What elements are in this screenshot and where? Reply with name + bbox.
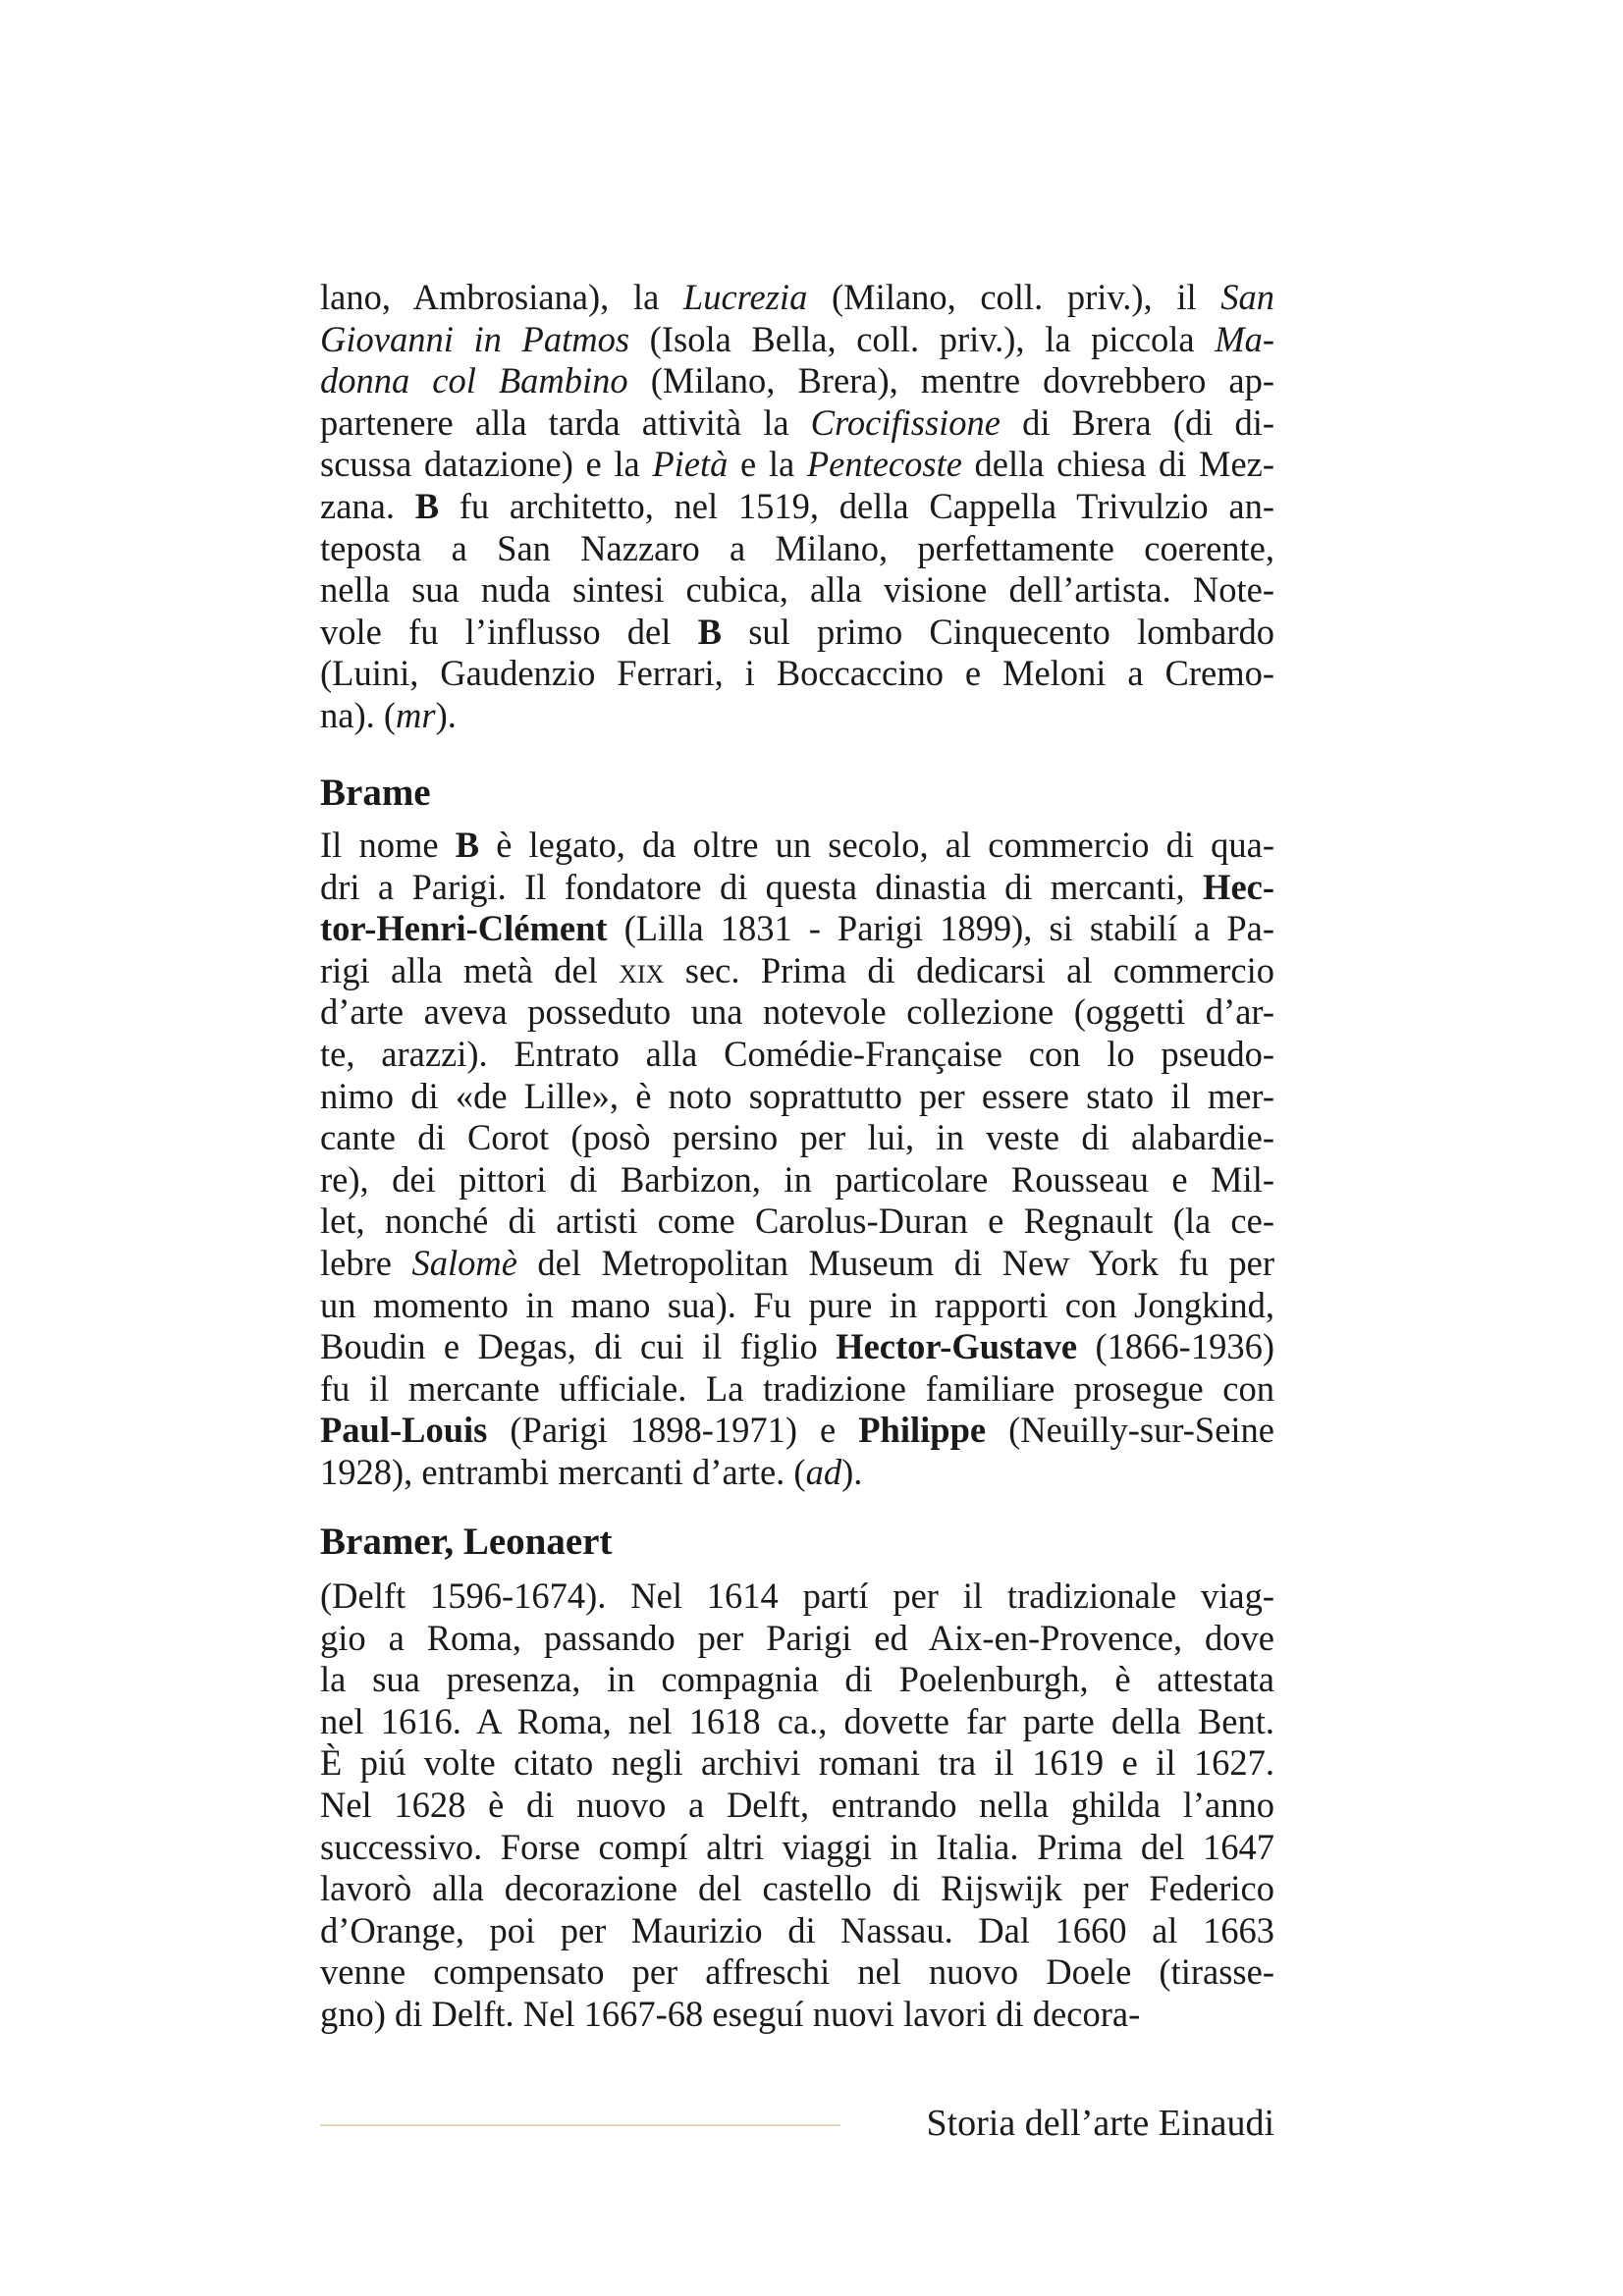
text-run: Pentecoste xyxy=(806,444,962,485)
text-run: tor-Henri-Clément xyxy=(320,908,608,949)
text-line xyxy=(320,1326,1274,1368)
text-run: let, nonché di artisti come Carolus-Duran e Regnault (la ce- xyxy=(320,1201,1274,1242)
text-run: è legato, da oltre un secolo, al commercio di qua- xyxy=(479,825,1275,865)
text-run: Ma- xyxy=(1215,318,1275,359)
text-run: (Parigi 1898-1971) e xyxy=(487,1410,859,1451)
text-line xyxy=(320,277,1274,319)
text-line xyxy=(320,1410,1274,1452)
text-run: vole fu l’influsso del xyxy=(320,611,698,652)
text-run: Nel 1628 è di nuovo a Delft, entrando nella ghilda l’anno xyxy=(320,1784,1274,1825)
text-line xyxy=(320,1159,1274,1201)
text-run: (Lilla 1831 - Parigi 1899), si stabilí a Pa- xyxy=(607,908,1274,949)
text-run: sec. Prima di dedicarsi al commercio xyxy=(664,949,1274,990)
text-run: Crocifissione xyxy=(810,401,1001,443)
text-line xyxy=(320,867,1274,909)
text-run: 1928), entrambi mercanti d’arte. ( xyxy=(320,1451,806,1492)
text-run: Hec- xyxy=(1203,866,1274,907)
text-run: fu architetto, nel 1519, della Cappella Trivulzio an- xyxy=(439,485,1274,526)
text-run: venne compensato per affreschi nel nuovo Doele (tirasse- xyxy=(320,1951,1274,1993)
text-run: (Luini, Gaudenzio Ferrari, i Boccaccino e Meloni a Cremo- xyxy=(320,653,1274,694)
text-run: Philippe xyxy=(858,1410,987,1451)
text-line xyxy=(320,360,1274,402)
text-run: del Metropolitan Museum di New York fu per xyxy=(516,1242,1274,1283)
text-run: (Milano, Brera), mentre dovrebbero ap- xyxy=(627,360,1274,401)
text-run: Hector-Gustave xyxy=(836,1326,1078,1367)
text-run: lano, Ambrosiana), la xyxy=(320,277,683,317)
text-run: dri a Parigi. Il fondatore di questa dinastia di mercanti, xyxy=(320,866,1204,907)
text-line xyxy=(320,653,1274,695)
text-run: un momento in mano sua). Fu pure in rapporti con Jongkind, xyxy=(320,1284,1274,1325)
text-line xyxy=(320,1827,1274,1869)
text-line xyxy=(320,1659,1274,1701)
text-run: Giovanni in Patmos xyxy=(320,318,630,359)
text-run: B xyxy=(414,485,440,526)
text-run: ). xyxy=(841,1451,863,1492)
entry-heading-bramer: Bramer, Leonaert xyxy=(320,1521,613,1563)
text-run: (Milano, coll. priv.), il xyxy=(807,277,1221,317)
text-run: cante di Corot (posò persino per lui, in veste di alabardie- xyxy=(320,1117,1274,1158)
text-run: È piú volte citato negli archivi romani tra il 1619 e il 1627. xyxy=(320,1742,1274,1784)
text-run: xix xyxy=(619,949,665,990)
text-line xyxy=(320,1076,1274,1118)
text-line xyxy=(320,1368,1274,1411)
text-run: teposta a San Nazzaro a Milano, perfettamente coerente, xyxy=(320,527,1274,568)
text-line xyxy=(320,1910,1274,1952)
text-run: donna col Bambino xyxy=(320,360,628,401)
text-line xyxy=(320,825,1274,867)
text-line xyxy=(320,402,1274,445)
text-run: d’Orange, poi per Maurizio di Nassau. Dal 1660 al 1663 xyxy=(320,1909,1274,1950)
text-line xyxy=(320,528,1274,570)
text-run: nimo di «de Lille», è noto soprattutto per essere stato il mer- xyxy=(320,1075,1274,1116)
text-run: re), dei pittori di Barbizon, in particolare Rousseau e Mil- xyxy=(320,1158,1274,1200)
text-line xyxy=(320,1868,1274,1910)
text-line xyxy=(320,1701,1274,1743)
text-line xyxy=(320,1285,1274,1327)
text-run: nella sua nuda sintesi cubica, alla visione dell’artista. Note- xyxy=(320,569,1274,611)
text-line xyxy=(320,1994,1274,2036)
text-run: gno) di Delft. Nel 1667-68 eseguí nuovi lavori di decora- xyxy=(320,1993,1141,2034)
text-run: B xyxy=(697,611,722,652)
text-run: (Neuilly-sur-Seine xyxy=(986,1410,1274,1451)
text-line xyxy=(320,908,1274,950)
text-run: partenere alla tarda attività la xyxy=(320,401,811,443)
text-run: e la xyxy=(728,444,807,485)
text-run: Lucrezia xyxy=(682,277,808,317)
text-run: sul primo Cinquecento lombardo xyxy=(721,611,1274,652)
text-line xyxy=(320,1951,1274,1994)
footer-rule xyxy=(320,2124,840,2126)
text-run: te, arazzi). Entrato alla Comédie-Française con lo pseudo- xyxy=(320,1033,1274,1074)
text-run: B xyxy=(455,825,480,865)
text-run: gio a Roma, passando per Parigi ed Aix-en-Provence, dove xyxy=(320,1617,1274,1658)
text-line xyxy=(320,444,1274,486)
text-run: na). ( xyxy=(320,694,397,735)
footer-title: Storia dell’arte Einaudi xyxy=(926,2103,1274,2144)
text-run: (1866-1936) xyxy=(1077,1326,1274,1367)
text-run: San xyxy=(1220,277,1274,317)
text-line xyxy=(320,486,1274,528)
text-line xyxy=(320,1785,1274,1827)
text-run: della chiesa di Mez- xyxy=(961,444,1274,485)
text-run: d’arte aveva posseduto una notevole collezione (oggetti d’ar- xyxy=(320,991,1274,1033)
text-line xyxy=(320,1575,1274,1618)
text-line xyxy=(320,319,1274,361)
text-run: fu il mercante ufficiale. La tradizione familiare prosegue con xyxy=(320,1367,1274,1409)
text-line xyxy=(320,1034,1274,1076)
entry-body-bramer xyxy=(320,1575,1274,2036)
text-line xyxy=(320,1201,1274,1243)
text-run: Pietà xyxy=(652,444,729,485)
text-run: Il nome xyxy=(320,825,456,865)
text-run: la sua presenza, in compagnia di Poelenburgh, è attestata xyxy=(320,1659,1274,1700)
text-run: (Isola Bella, coll. priv.), la piccola xyxy=(629,318,1216,359)
text-line xyxy=(320,950,1274,992)
text-run: lavorò alla decorazione del castello di Rijswijk per Federico xyxy=(320,1868,1274,1909)
entry-body-brame xyxy=(320,825,1274,1494)
text-run: zana. xyxy=(320,485,415,526)
text-line xyxy=(320,1117,1274,1159)
intro-paragraph xyxy=(320,277,1274,737)
text-run: (Delft 1596-1674). Nel 1614 partí per il tradizionale viag- xyxy=(320,1575,1274,1616)
text-line xyxy=(320,1618,1274,1660)
text-run: scussa datazione) e la xyxy=(320,444,653,485)
text-run: nel 1616. A Roma, nel 1618 ca., dovette far parte della Bent. xyxy=(320,1700,1274,1741)
text-line xyxy=(320,1742,1274,1785)
text-line xyxy=(320,1452,1274,1494)
text-run: rigi alla metà del xyxy=(320,949,620,990)
text-line xyxy=(320,612,1274,654)
text-line xyxy=(320,695,1274,737)
text-run: Paul-Louis xyxy=(320,1410,488,1451)
text-run: ad xyxy=(805,1451,842,1492)
text-line xyxy=(320,991,1274,1034)
text-line xyxy=(320,1243,1274,1285)
text-run: ). xyxy=(435,694,457,735)
text-line xyxy=(320,569,1274,612)
text-run: Boudin e Degas, di cui il figlio xyxy=(320,1326,837,1367)
text-run: mr xyxy=(396,694,436,735)
text-run: successivo. Forse compí altri viaggi in Italia. Prima del 1647 xyxy=(320,1826,1274,1867)
text-run: lebre xyxy=(320,1242,412,1283)
text-run: Salomè xyxy=(411,1242,517,1283)
text-run: di Brera (di di- xyxy=(1001,401,1275,443)
entry-heading-brame: Brame xyxy=(320,772,431,814)
